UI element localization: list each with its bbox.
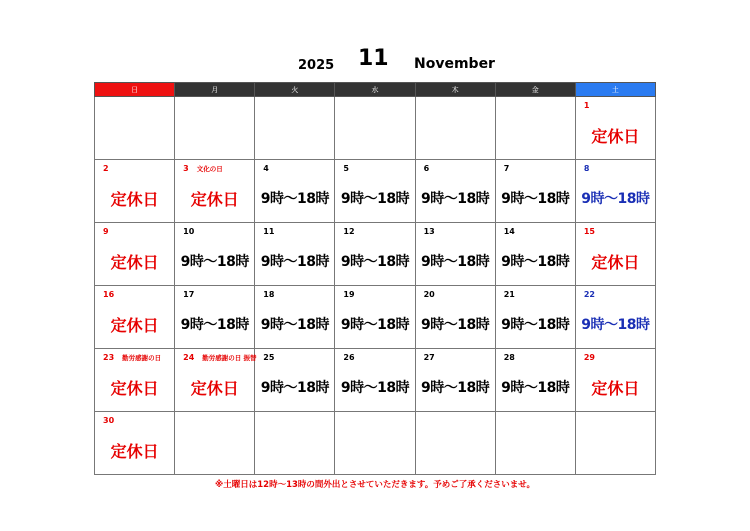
business-hours: 9時〜18時	[260, 254, 329, 270]
day-cell	[175, 223, 255, 286]
business-hours: 9時〜18時	[180, 254, 249, 270]
day-number	[103, 353, 161, 362]
day-number	[343, 353, 354, 362]
day-cell	[95, 97, 175, 160]
calendar-header	[94, 44, 654, 78]
year-label: 2025	[298, 58, 335, 73]
day-number	[103, 416, 114, 425]
day-number	[343, 227, 354, 236]
day-cell	[335, 286, 415, 349]
day-cell	[575, 349, 655, 412]
holiday-note: 勤労感謝の日 振替	[202, 354, 257, 362]
business-hours: 9時〜18時	[260, 191, 329, 207]
day-number-text: 30	[103, 416, 115, 425]
day-number-text: 9	[103, 227, 109, 236]
day-cell	[175, 349, 255, 412]
day-cell	[335, 412, 415, 475]
day-number-text: 18	[263, 290, 275, 299]
day-number-text: 23	[103, 353, 115, 362]
closed-label: 定休日	[110, 316, 159, 335]
weekday-header: 火	[255, 83, 335, 97]
weekday-header: 土	[575, 83, 655, 97]
day-number	[424, 164, 430, 173]
business-hours: 9時〜18時	[180, 317, 249, 333]
day-cell	[415, 160, 495, 223]
business-hours: 9時〜18時	[340, 380, 410, 396]
day-number	[103, 227, 109, 236]
day-cell	[335, 349, 415, 412]
day-cell	[175, 97, 255, 160]
day-cell	[415, 286, 495, 349]
day-cell	[495, 412, 575, 475]
business-hours: 9時〜18時	[501, 191, 570, 207]
day-number-text: 8	[583, 164, 590, 173]
week-row	[95, 160, 656, 223]
closed-label: 定休日	[190, 379, 239, 398]
day-number-text: 1	[583, 101, 590, 110]
day-cell	[95, 160, 175, 223]
day-cell	[255, 349, 335, 412]
weekday-header: 木	[415, 83, 495, 97]
month-name: November	[414, 56, 495, 72]
closed-label: 定休日	[110, 253, 159, 272]
day-number	[424, 290, 435, 299]
day-number	[584, 290, 595, 299]
day-cell	[575, 160, 655, 223]
day-cell	[335, 97, 415, 160]
day-cell	[335, 223, 415, 286]
week-row	[95, 223, 656, 286]
day-number-text: 13	[423, 227, 435, 236]
day-number	[424, 227, 435, 236]
business-hours: 9時〜18時	[340, 254, 410, 270]
day-number-text: 28	[503, 353, 515, 362]
day-number	[183, 227, 194, 236]
business-hours: 9時〜18時	[581, 317, 650, 333]
day-number	[263, 290, 274, 299]
day-number	[584, 164, 590, 173]
day-cell	[495, 286, 575, 349]
weekday-header-row	[95, 83, 656, 97]
day-cell	[415, 97, 495, 160]
day-cell	[95, 349, 175, 412]
day-number	[183, 290, 194, 299]
weekday-header: 月	[175, 83, 255, 97]
day-cell	[495, 160, 575, 223]
week-row	[95, 349, 656, 412]
day-cell	[575, 412, 655, 475]
day-number-text: 10	[183, 227, 195, 236]
day-cell	[415, 223, 495, 286]
day-cell	[415, 349, 495, 412]
day-cell	[175, 160, 255, 223]
day-number-text: 6	[423, 164, 430, 173]
closed-label: 定休日	[591, 379, 640, 398]
business-hours: 9時〜18時	[260, 317, 329, 333]
weekday-header: 金	[495, 83, 575, 97]
week-row	[95, 97, 656, 160]
day-number-text: 20	[423, 290, 435, 299]
weekday-header: 日	[95, 83, 175, 97]
day-number-text: 5	[343, 164, 349, 173]
day-cell	[495, 349, 575, 412]
day-number-text: 11	[263, 227, 275, 236]
business-hours: 9時〜18時	[260, 380, 329, 396]
day-cell	[495, 223, 575, 286]
day-number	[343, 290, 354, 299]
day-cell	[495, 97, 575, 160]
closed-label: 定休日	[110, 442, 159, 461]
week-row	[95, 286, 656, 349]
day-number-text: 25	[263, 353, 275, 362]
day-number-text: 19	[343, 290, 355, 299]
day-cell	[95, 223, 175, 286]
footnote: ※土曜日は12時〜13時の間外出とさせていただきます。予めご了承くださいませ。	[215, 480, 535, 490]
day-cell	[575, 223, 655, 286]
day-cell	[95, 286, 175, 349]
day-number	[504, 290, 515, 299]
day-number	[183, 164, 223, 173]
holiday-note: 文化の日	[196, 165, 223, 173]
day-cell	[255, 223, 335, 286]
business-hours: 9時〜18時	[340, 191, 410, 207]
day-cell	[175, 286, 255, 349]
day-cell	[575, 97, 655, 160]
day-number-text: 2	[103, 164, 109, 173]
closed-label: 定休日	[190, 190, 239, 209]
day-number	[584, 101, 590, 110]
day-number	[263, 227, 274, 236]
business-hours: 9時〜18時	[501, 317, 570, 333]
business-hours: 9時〜18時	[421, 317, 490, 333]
day-cell	[415, 412, 495, 475]
day-number-text: 27	[423, 353, 435, 362]
closed-label: 定休日	[110, 190, 159, 209]
weekday-header: 水	[335, 83, 415, 97]
day-cell	[255, 160, 335, 223]
day-number-text: 21	[503, 290, 515, 299]
closed-label: 定休日	[110, 379, 159, 398]
day-cell	[255, 412, 335, 475]
day-number	[183, 353, 256, 362]
day-number-text: 3	[183, 164, 189, 173]
business-hours: 9時〜18時	[340, 317, 410, 333]
calendar-grid	[94, 82, 656, 475]
day-number-text: 7	[503, 164, 510, 173]
day-cell	[175, 412, 255, 475]
business-hours: 9時〜18時	[501, 380, 570, 396]
day-cell	[255, 286, 335, 349]
day-number	[263, 353, 274, 362]
day-number-text: 14	[503, 227, 515, 236]
month-number: 11	[358, 46, 389, 71]
day-number	[504, 227, 515, 236]
week-row	[95, 412, 656, 475]
day-number-text: 29	[583, 353, 595, 362]
business-hours: 9時〜18時	[421, 380, 490, 396]
day-number-text: 12	[343, 227, 355, 236]
business-hours: 9時〜18時	[421, 191, 490, 207]
day-number-text: 22	[583, 290, 595, 299]
day-number-text: 17	[183, 290, 195, 299]
day-number	[504, 164, 510, 173]
day-number	[103, 164, 109, 173]
day-number-text: 26	[343, 353, 355, 362]
day-number	[263, 164, 269, 173]
day-number	[504, 353, 515, 362]
business-hours: 9時〜18時	[421, 254, 490, 270]
closed-label: 定休日	[591, 253, 640, 272]
day-cell	[255, 97, 335, 160]
closed-label: 定休日	[591, 127, 640, 146]
day-cell	[95, 412, 175, 475]
day-number-text: 4	[263, 164, 269, 173]
day-number	[424, 353, 435, 362]
day-number	[584, 353, 595, 362]
day-cell	[575, 286, 655, 349]
business-hours: 9時〜18時	[501, 254, 570, 270]
day-number-text: 16	[103, 290, 115, 299]
day-number-text: 24	[183, 353, 195, 362]
business-hours: 9時〜18時	[581, 191, 650, 207]
day-cell	[335, 160, 415, 223]
day-number	[343, 164, 349, 173]
day-number	[103, 290, 114, 299]
holiday-note: 勤労感謝の日	[122, 354, 162, 362]
day-number	[584, 227, 595, 236]
day-number-text: 15	[583, 227, 595, 236]
